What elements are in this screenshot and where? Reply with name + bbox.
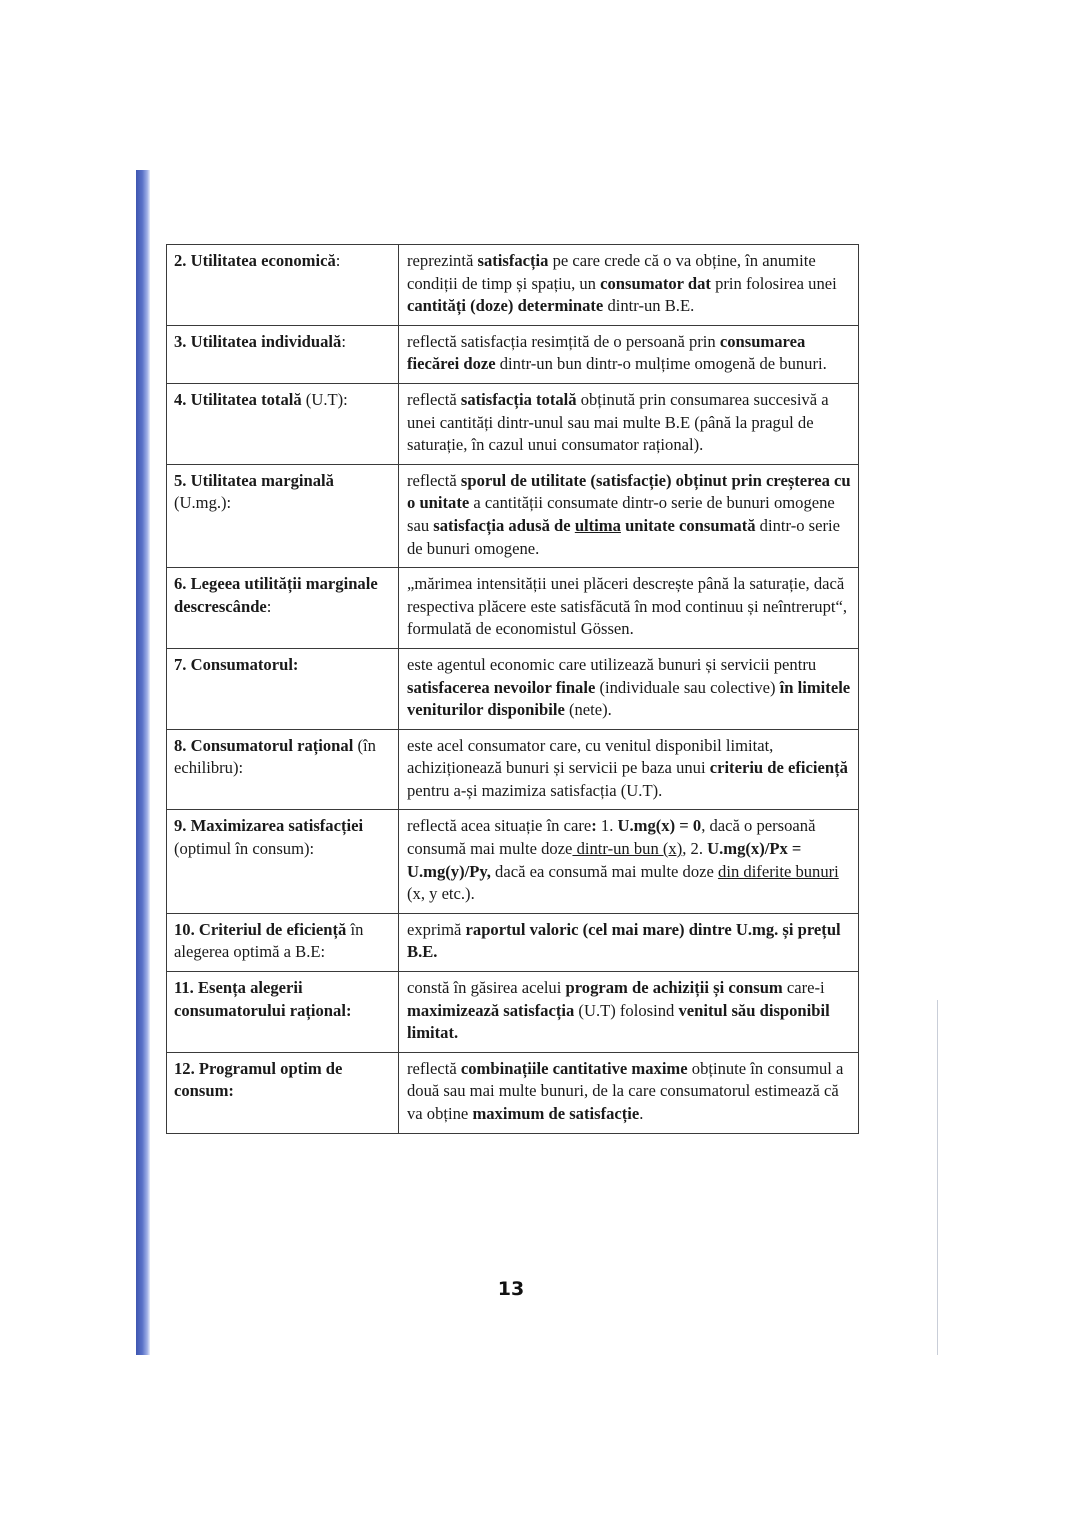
definition-cell: [399, 913, 859, 971]
table-row: [167, 245, 859, 326]
text-segment: (individuale sau colective): [595, 677, 780, 697]
text-segment: :: [266, 596, 272, 616]
underlined-text: din diferite bunuri: [718, 861, 839, 881]
definition-cell: [399, 810, 859, 913]
definition-cell: [399, 568, 859, 649]
bold-text: în limitele veniturilor disponibile: [407, 677, 851, 720]
text-segment: exprimă: [407, 919, 466, 939]
bold-text: 9. Maximizarea satisfacției: [174, 816, 364, 836]
bold-text: 7. Consumatorul:: [174, 654, 299, 674]
definition-cell: [399, 648, 859, 729]
table-row: [167, 568, 859, 649]
definition-cell: [399, 1052, 859, 1133]
bold-text: 12. Programul optim de consum:: [174, 1058, 343, 1101]
text-segment: dintr-un B.E.: [603, 296, 695, 316]
text-segment: 1.: [596, 816, 618, 836]
text-segment: :: [335, 251, 341, 270]
bold-text: U.mg(x)/Px = U.mg(y)/Py,: [407, 839, 802, 881]
text-segment: pentru a-și mazimiza satisfacția (U.T).: [407, 780, 663, 800]
term-cell: [167, 383, 399, 464]
bold-text: 5. Utilitatea marginală: [174, 470, 334, 490]
text-segment: (nete).: [564, 700, 612, 720]
page-number: 13: [497, 1278, 525, 1300]
text-segment: prin folosirea unei: [710, 273, 837, 293]
text-segment: obținute în consumul a două sau mai multe bunuri, de la care consumatorul estimează că va obține: [407, 1058, 844, 1123]
term-cell: [167, 810, 399, 913]
text-segment: (x, y etc.).: [407, 884, 475, 904]
bold-text: venitul său disponibil limitat.: [407, 1000, 830, 1043]
page-binding-edge: [136, 170, 150, 1355]
term-cell: [167, 568, 399, 649]
term-cell: [167, 913, 399, 971]
text-segment: reflectă: [407, 1058, 461, 1078]
definition-cell: [399, 972, 859, 1053]
bold-text: 6. Legeea utilității marginale descrescânde: [174, 574, 378, 616]
text-segment: dintr-un bun dintr-o mulțime omogenă de bunuri.: [495, 354, 827, 374]
term-cell: [167, 1052, 399, 1133]
text-segment: obținută prin consumarea succesivă a unei cantități dintr-unul sau mai multe B.E (până la pragul de saturație, în cazul unui consumator rațional).: [407, 389, 829, 455]
bold-text: U.mg(x) = 0: [617, 816, 702, 836]
text-segment: (U.mg.):: [174, 493, 232, 513]
text-segment: reflectă: [407, 470, 461, 490]
table-row: [167, 972, 859, 1053]
bold-text: 2. Utilitatea economică: [174, 251, 336, 270]
bold-text: maximizează satisfacția: [407, 1000, 575, 1020]
bold-text: satisfacția adusă de: [433, 515, 575, 535]
table-row: [167, 648, 859, 729]
text-segment: , dacă o persoană consumă mai multe doze: [407, 816, 816, 859]
text-segment: .: [639, 1104, 644, 1123]
page-right-edge-line: [937, 1000, 938, 1355]
table-row: [167, 810, 859, 913]
bold-text: 8. Consumatorul rațional: [174, 735, 354, 755]
table-row: [167, 729, 859, 810]
bold-text: combinațiile cantitative maxime: [460, 1058, 688, 1078]
bold-text: 3. Utilitatea individuală: [174, 331, 342, 351]
text-segment: pe care crede că o va obține, în anumite condiții de timp și spațiu, un: [407, 251, 816, 293]
definition-cell: [399, 325, 859, 383]
text-segment: :: [341, 331, 346, 351]
definitions-table-body: [167, 245, 859, 1134]
table-row: [167, 1052, 859, 1133]
definition-cell: [399, 729, 859, 810]
text-segment: , 2.: [682, 839, 708, 859]
text-segment: reprezintă: [407, 251, 478, 270]
table-row: [167, 913, 859, 971]
text-segment: dacă ea consumă mai multe doze: [490, 861, 719, 881]
definition-cell: [399, 464, 859, 567]
text-segment: reflectă satisfacția resimțită de o persoană prin: [407, 331, 720, 351]
bold-text: [575, 516, 621, 535]
bold-text: consumator dat: [600, 273, 711, 293]
term-cell: [167, 464, 399, 567]
text-segment: în alegerea optimă a B.E:: [174, 919, 364, 962]
bold-text: sporul de utilitate (satisfacție) obținut prin creșterea cu o unitate: [407, 470, 851, 513]
text-segment: reflectă acea situație în care: [407, 816, 592, 836]
bold-text: raportul valoric (cel mai mare) dintre U.mg. și prețul B.E.: [407, 919, 841, 962]
text-segment: (optimul în consum):: [174, 839, 315, 859]
bold-text: maximum de satisfacție: [472, 1104, 640, 1123]
text-segment: a cantității consumate dintr-o serie de bunuri omogene sau: [407, 493, 835, 535]
bold-text: 10. Criteriul de eficiență: [174, 919, 347, 939]
bold-text: 11. Esența alegerii consumatorului rațional:: [174, 978, 352, 1020]
underlined-text: dintr-un bun (x): [572, 839, 683, 859]
bold-text: unitate consumată: [620, 515, 756, 535]
text-segment: dintr-o serie de bunuri omogene.: [407, 515, 840, 558]
text-segment: (U.T) folosind: [574, 1000, 679, 1020]
bold-text: 4. Utilitatea totală: [174, 389, 302, 409]
definition-cell: [399, 383, 859, 464]
bold-text: satisfacția: [477, 251, 549, 270]
definitions-table: [166, 244, 859, 1134]
term-cell: [167, 245, 399, 326]
bold-text: criteriu de eficiență: [709, 758, 848, 778]
table-row: [167, 325, 859, 383]
text-segment: (U.T):: [301, 389, 348, 409]
bold-text: consumarea fiecărei doze: [407, 331, 806, 374]
bold-text: cantități (doze) determinate: [407, 296, 604, 316]
term-cell: [167, 325, 399, 383]
text-segment: constă în găsirea acelui: [407, 978, 566, 998]
table-row: [167, 383, 859, 464]
underlined-text: ultima: [574, 515, 621, 535]
bold-text: satisfacția totală: [460, 389, 577, 409]
bold-text: :: [591, 816, 597, 836]
term-cell: [167, 729, 399, 810]
term-cell: [167, 648, 399, 729]
definition-cell: [399, 245, 859, 326]
bold-text: satisfacerea nevoilor finale: [407, 677, 596, 697]
text-segment: (în echilibru):: [174, 735, 376, 778]
text-segment: care-i: [782, 978, 825, 998]
text-segment: este acel consumator care, cu venitul disponibil limitat, achiziționează bunuri și servicii pe baza unui: [407, 735, 774, 778]
table-row: [167, 464, 859, 567]
text-segment: reflectă: [407, 389, 461, 409]
term-cell: [167, 972, 399, 1053]
text-segment: „mărimea intensității unei plăceri descrește până la saturație, dacă respectiva plăcere este satisfăcută în mod continuu și neîntrerupt“, formulată de economistul Gössen.: [407, 574, 848, 639]
bold-text: program de achiziții și consum: [565, 978, 783, 998]
text-segment: este agentul economic care utilizează bunuri și servicii pentru: [407, 654, 817, 674]
